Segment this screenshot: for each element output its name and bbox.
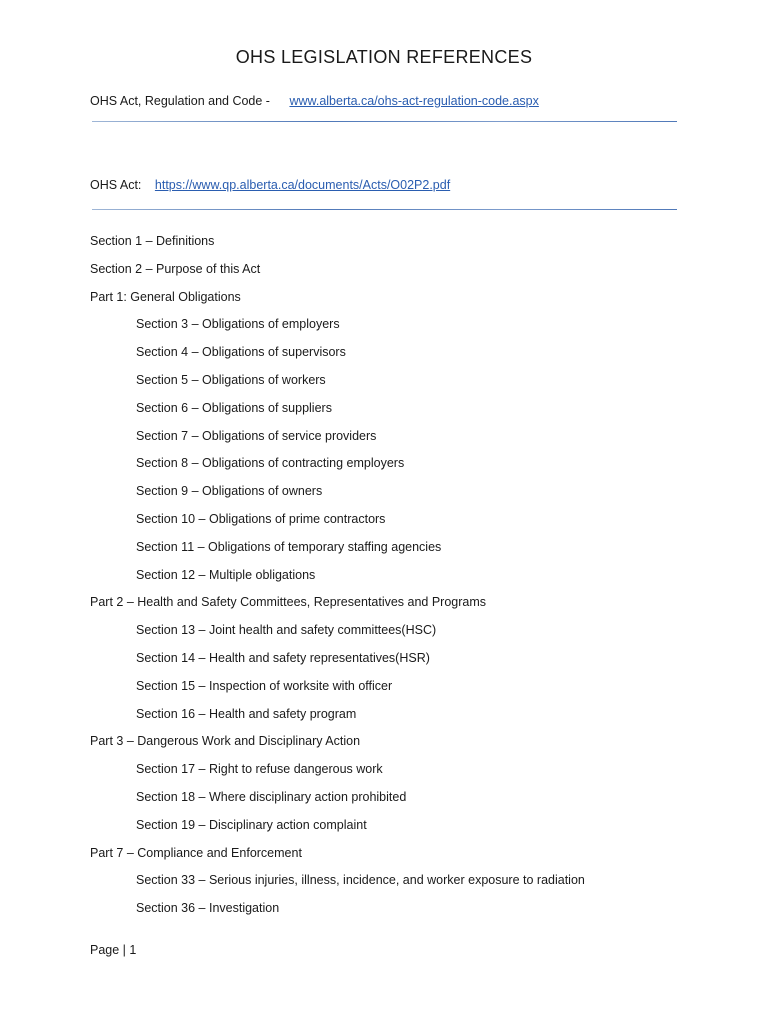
toc-section-item: Section 36 – Investigation bbox=[136, 901, 280, 916]
divider-line bbox=[92, 121, 677, 122]
toc-section-item: Section 11 – Obligations of temporary staffing agencies bbox=[136, 539, 442, 554]
toc-section-item: Section 9 – Obligations of owners bbox=[136, 484, 323, 499]
ohs-act-regulation-code-link[interactable]: www.alberta.ca/ohs-act-regulation-code.aspx bbox=[289, 94, 539, 108]
ref-line-act-regulation-code bbox=[90, 94, 539, 108]
toc-section-item: Section 7 – Obligations of service providers bbox=[136, 428, 377, 443]
toc-section-item: Section 33 – Serious injuries, illness, incidence, and worker exposure to radiation bbox=[136, 873, 585, 888]
toc-section-item: Section 19 – Disciplinary action complaint bbox=[136, 817, 367, 832]
toc-part-item: Section 1 – Definitions bbox=[90, 234, 215, 248]
toc-section-item: Section 15 – Inspection of worksite with officer bbox=[136, 678, 393, 693]
ohs-act-pdf-link[interactable]: https://www.qp.alberta.ca/documents/Acts/O02P2.pdf bbox=[154, 178, 451, 192]
toc-section-item: Section 12 – Multiple obligations bbox=[136, 567, 316, 582]
toc-part-item: Part 7 – Compliance and Enforcement bbox=[90, 845, 302, 860]
toc-section-item: Section 6 – Obligations of suppliers bbox=[136, 400, 332, 415]
divider-line bbox=[92, 209, 677, 210]
toc-part-item: Section 2 – Purpose of this Act bbox=[90, 261, 261, 276]
toc-part-item: Part 2 – Health and Safety Committees, Representatives and Programs bbox=[90, 595, 487, 610]
toc-section-item: Section 3 – Obligations of employers bbox=[136, 317, 340, 332]
toc-section-item: Section 14 – Health and safety representatives(HSR) bbox=[136, 650, 430, 665]
toc-section-item: Section 18 – Where disciplinary action prohibited bbox=[136, 789, 407, 804]
page-number: Page | 1 bbox=[90, 943, 137, 957]
page-title: OHS LEGISLATION REFERENCES bbox=[235, 47, 533, 67]
toc-section-item: Section 4 – Obligations of supervisors bbox=[136, 345, 346, 360]
ref-label: OHS Act: bbox=[90, 178, 142, 192]
toc-section-item: Section 17 – Right to refuse dangerous work bbox=[136, 762, 383, 777]
toc-section-item: Section 16 – Health and safety program bbox=[136, 706, 357, 721]
toc-section-item: Section 13 – Joint health and safety committees(HSC) bbox=[136, 623, 437, 638]
toc-section-item: Section 8 – Obligations of contracting employers bbox=[136, 456, 405, 471]
ref-line-act bbox=[90, 178, 450, 192]
toc-part-item: Part 1: General Obligations bbox=[90, 289, 241, 304]
toc-section-item: Section 10 – Obligations of prime contractors bbox=[136, 511, 386, 526]
toc-section-item: Section 5 – Obligations of workers bbox=[136, 372, 326, 387]
toc-part-item: Part 3 – Dangerous Work and Disciplinary Action bbox=[90, 734, 361, 749]
ref-label: OHS Act, Regulation and Code - bbox=[90, 94, 270, 108]
table-of-contents bbox=[90, 232, 710, 927]
